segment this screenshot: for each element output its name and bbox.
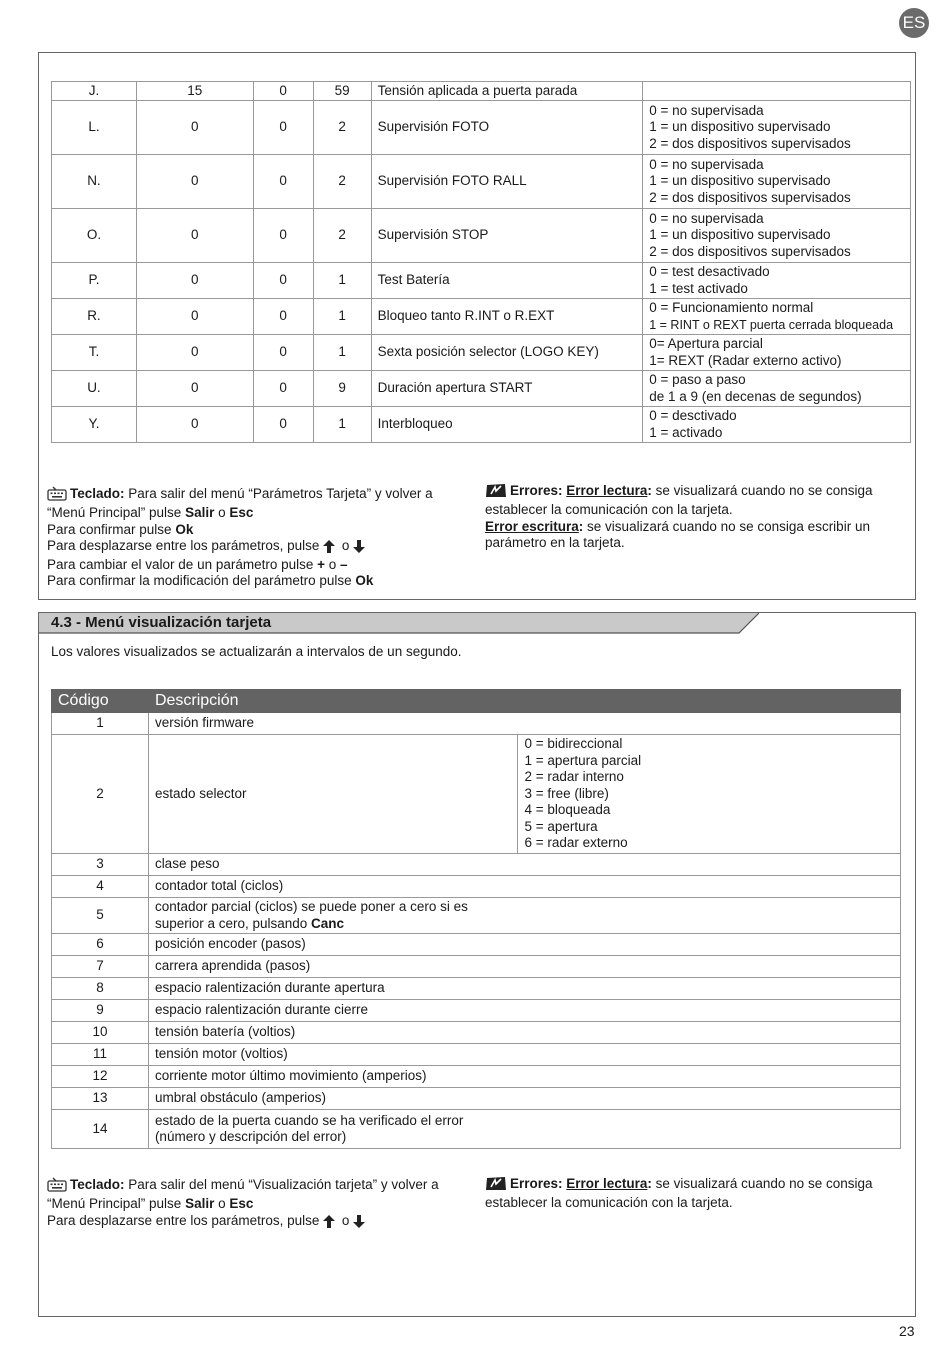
keyboard-icon bbox=[47, 1176, 67, 1196]
description-cell bbox=[148, 898, 900, 934]
note-text: parámetro en la tarjeta. bbox=[485, 534, 625, 550]
param-value-line: 1 = test activado bbox=[649, 280, 748, 296]
code-cell: 10 bbox=[52, 1022, 149, 1044]
param-max: 1 bbox=[313, 407, 371, 443]
description-text: superior a cero, pulsando bbox=[154, 915, 312, 931]
note-text: Para cambiar el valor de un parámetro pulse bbox=[47, 557, 318, 573]
description-cell: corriente motor último movimiento (amperios) bbox=[148, 1066, 900, 1088]
param-max: 2 bbox=[313, 101, 371, 155]
param-min: 0 bbox=[253, 299, 313, 335]
param-min: 0 bbox=[253, 335, 313, 371]
note-text: o bbox=[338, 537, 354, 553]
code-row bbox=[52, 1000, 901, 1022]
param-code: T. bbox=[52, 335, 137, 371]
param-min: 0 bbox=[253, 82, 313, 101]
note-text: Para confirmar pulse bbox=[47, 521, 176, 537]
param-max: 2 bbox=[313, 209, 371, 263]
code-row bbox=[52, 1066, 901, 1088]
param-value-line: 2 = dos dispositivos supervisados bbox=[649, 189, 851, 205]
description-cell: umbral obstáculo (amperios) bbox=[148, 1088, 900, 1110]
code-cell: 5 bbox=[52, 898, 149, 934]
param-row bbox=[52, 299, 911, 335]
param-code: Y. bbox=[52, 407, 137, 443]
param-name: Supervisión FOTO bbox=[371, 101, 643, 155]
note-text: establecer la comunicación con la tarjeta. bbox=[485, 502, 733, 518]
param-row bbox=[52, 335, 911, 371]
param-values bbox=[643, 263, 911, 299]
param-default: 0 bbox=[136, 299, 253, 335]
code-row bbox=[52, 934, 901, 956]
param-min: 0 bbox=[253, 209, 313, 263]
note-text: “Menú Principal” pulse bbox=[47, 505, 186, 521]
errors-label: Errores: bbox=[510, 483, 563, 498]
arrow-up-icon bbox=[323, 1215, 335, 1232]
param-values bbox=[643, 371, 911, 407]
param-value-line: 1 = un dispositivo supervisado bbox=[649, 227, 831, 243]
param-code: R. bbox=[52, 299, 137, 335]
param-max: 1 bbox=[313, 335, 371, 371]
param-value-line: 0 = Funcionamiento normal bbox=[649, 300, 814, 315]
header-code: Código bbox=[52, 690, 149, 713]
param-value-line: 1 = un dispositivo supervisado bbox=[649, 119, 831, 135]
note-text: o bbox=[338, 1212, 354, 1228]
code-cell: 3 bbox=[52, 854, 149, 876]
param-default: 0 bbox=[136, 407, 253, 443]
param-name: Sexta posición selector (LOGO KEY) bbox=[371, 335, 643, 371]
param-values bbox=[643, 101, 911, 155]
code-row bbox=[52, 978, 901, 1000]
code-cell: 14 bbox=[52, 1110, 149, 1149]
code-cell: 13 bbox=[52, 1088, 149, 1110]
selector-value-line: 3 = free (libre) bbox=[524, 785, 609, 801]
param-value-line: 0 = test desactivado bbox=[649, 264, 770, 279]
page-number: 23 bbox=[899, 1323, 915, 1339]
param-max: 1 bbox=[313, 299, 371, 335]
code-row bbox=[52, 898, 901, 934]
description-line bbox=[155, 916, 894, 933]
error-icon bbox=[485, 483, 507, 502]
errors-note: Errores: Error lectura: se visualizará cuando no se consiga establecer la comunicación con la tarjeta. bbox=[485, 1176, 905, 1212]
note-text: se visualizará cuando no se consiga bbox=[651, 1176, 873, 1191]
note-text: se visualizará cuando no se consiga bbox=[651, 483, 873, 498]
param-name: Bloqueo tanto R.INT o R.EXT bbox=[371, 299, 643, 335]
note-text: Para salir del menú “Parámetros Tarjeta” y volver a bbox=[124, 486, 433, 501]
param-value-line: 0 = no supervisada bbox=[649, 210, 764, 226]
param-row bbox=[52, 263, 911, 299]
param-code: P. bbox=[52, 263, 137, 299]
description-cell: espacio ralentización durante cierre bbox=[148, 1000, 900, 1022]
note-text: o bbox=[214, 505, 230, 521]
note-text: Para desplazarse entre los parámetros, pulse bbox=[47, 537, 324, 553]
description-cell bbox=[148, 1110, 900, 1149]
param-default: 0 bbox=[136, 155, 253, 209]
selector-value-line: 5 = apertura bbox=[524, 818, 598, 834]
param-value-line: 1= REXT (Radar externo activo) bbox=[649, 352, 842, 368]
param-row bbox=[52, 209, 911, 263]
param-min: 0 bbox=[253, 371, 313, 407]
code-cell: 6 bbox=[52, 934, 149, 956]
description-cell: contador total (ciclos) bbox=[148, 876, 900, 898]
code-row bbox=[52, 1044, 901, 1066]
note-text: Para confirmar la modificación del parámetro pulse bbox=[47, 573, 356, 589]
keyboard-label: Teclado: bbox=[70, 486, 125, 501]
param-default: 15 bbox=[136, 82, 253, 101]
description-cell: espacio ralentización durante apertura bbox=[148, 978, 900, 1000]
param-row bbox=[52, 82, 911, 101]
code-row bbox=[52, 876, 901, 898]
selector-value-line: 2 = radar interno bbox=[524, 769, 624, 785]
errors-note: Errores: Error lectura: se visualizará cuando no se consiga establecer la comunicación con la tarjeta. Error escritura: se visualizará cuando no se consiga escribir un parámetro en la tarjeta. bbox=[485, 483, 905, 551]
param-max: 59 bbox=[313, 82, 371, 101]
code-cell: 4 bbox=[52, 876, 149, 898]
param-min: 0 bbox=[253, 263, 313, 299]
param-default: 0 bbox=[136, 209, 253, 263]
header-description: Descripción bbox=[148, 690, 900, 713]
code-row bbox=[52, 1110, 901, 1149]
param-name: Interbloqueo bbox=[371, 407, 643, 443]
param-code: N. bbox=[52, 155, 137, 209]
parameters-panel bbox=[38, 52, 916, 600]
param-value-line: 0 = no supervisada bbox=[649, 156, 764, 172]
selector-value-line: 0 = bidireccional bbox=[524, 736, 623, 752]
param-values bbox=[643, 209, 911, 263]
note-text: Para salir del menú “Visualización tarjeta” y volver a bbox=[124, 1177, 439, 1192]
display-menu-panel bbox=[38, 612, 916, 1317]
description-cell: tensión batería (voltios) bbox=[148, 1022, 900, 1044]
param-default: 0 bbox=[136, 263, 253, 299]
param-default: 0 bbox=[136, 101, 253, 155]
param-values bbox=[643, 155, 911, 209]
selector-value-line: 1 = apertura parcial bbox=[524, 752, 642, 768]
code-cell: 9 bbox=[52, 1000, 149, 1022]
code-cell: 8 bbox=[52, 978, 149, 1000]
code-row bbox=[52, 735, 901, 854]
param-value-line: 0 = paso a paso bbox=[649, 372, 746, 387]
param-code: U. bbox=[52, 371, 137, 407]
code-cell: 7 bbox=[52, 956, 149, 978]
description-line: estado de la puerta cuando se ha verificado el error bbox=[154, 1112, 464, 1128]
param-value-line: 0 = no supervisada bbox=[649, 102, 764, 118]
param-default: 0 bbox=[136, 335, 253, 371]
param-value-line: 2 = dos dispositivos supervisados bbox=[649, 243, 851, 259]
arrow-down-icon bbox=[353, 1215, 365, 1232]
param-name: Supervisión STOP bbox=[371, 209, 643, 263]
code-row bbox=[52, 956, 901, 978]
ok-key: Ok bbox=[355, 573, 374, 589]
param-value-line: 2 = dos dispositivos supervisados bbox=[649, 135, 851, 151]
keyboard-note bbox=[47, 1176, 477, 1232]
param-max: 9 bbox=[313, 371, 371, 407]
param-values bbox=[643, 299, 911, 335]
param-row bbox=[52, 155, 911, 209]
param-value-line: 1 = RINT o REXT puerta cerrada bloqueada bbox=[649, 317, 894, 332]
language-badge: ES bbox=[899, 8, 929, 38]
ok-key: Ok bbox=[175, 521, 194, 537]
selector-value-line: 6 = radar externo bbox=[524, 835, 628, 851]
description-cell: posición encoder (pasos) bbox=[148, 934, 900, 956]
param-value-line: 0 = desctivado bbox=[649, 408, 737, 423]
param-min: 0 bbox=[253, 155, 313, 209]
note-text: o bbox=[325, 557, 341, 573]
code-cell: 11 bbox=[52, 1044, 149, 1066]
param-name: Supervisión FOTO RALL bbox=[371, 155, 643, 209]
param-value-line: 0= Apertura parcial bbox=[649, 336, 763, 351]
note-text: Para desplazarse entre los parámetros, pulse bbox=[47, 1212, 324, 1228]
param-name: Tensión aplicada a puerta parada bbox=[371, 82, 643, 101]
description-cell: carrera aprendida (pasos) bbox=[148, 956, 900, 978]
param-value-line: 1 = activado bbox=[649, 424, 723, 440]
note-text: “Menú Principal” pulse bbox=[47, 1196, 186, 1212]
note-text: se visualizará cuando no se consiga escribir un bbox=[583, 518, 870, 534]
salir-key: Salir bbox=[185, 505, 215, 521]
plus-key: + bbox=[317, 557, 326, 573]
note-text: o bbox=[214, 1196, 230, 1212]
error-read-label: Error lectura bbox=[566, 1176, 648, 1191]
selector-value-line: 4 = bloqueada bbox=[524, 802, 611, 818]
param-value-line: 1 = un dispositivo supervisado bbox=[649, 173, 831, 189]
esc-key: Esc bbox=[229, 505, 254, 521]
description-line: contador parcial (ciclos) se puede poner a cero si es bbox=[154, 899, 468, 914]
param-default: 0 bbox=[136, 371, 253, 407]
code-row bbox=[52, 1022, 901, 1044]
description-cell: estado selector bbox=[148, 735, 518, 854]
error-read-label: Error lectura bbox=[566, 483, 648, 498]
param-min: 0 bbox=[253, 407, 313, 443]
code-row bbox=[52, 713, 901, 735]
keyboard-note bbox=[47, 485, 467, 590]
param-row bbox=[52, 407, 911, 443]
esc-key: Esc bbox=[229, 1196, 254, 1212]
code-cell: 2 bbox=[52, 735, 149, 854]
note-text: establecer la comunicación con la tarjeta. bbox=[485, 1195, 733, 1211]
keyboard-label: Teclado: bbox=[70, 1177, 125, 1192]
param-code: O. bbox=[52, 209, 137, 263]
keyboard-icon bbox=[47, 485, 67, 505]
param-max: 1 bbox=[313, 263, 371, 299]
description-cell: tensión motor (voltios) bbox=[148, 1044, 900, 1066]
section-title: 4.3 - Menú visualización tarjeta bbox=[51, 614, 272, 631]
param-code: L. bbox=[52, 101, 137, 155]
minus-key: – bbox=[340, 557, 348, 573]
codes-table bbox=[51, 689, 901, 1149]
arrow-up-icon bbox=[323, 540, 335, 557]
code-cell: 12 bbox=[52, 1066, 149, 1088]
param-row bbox=[52, 101, 911, 155]
description-cell: versión firmware bbox=[148, 713, 900, 735]
code-row bbox=[52, 854, 901, 876]
code-row bbox=[52, 1088, 901, 1110]
param-values bbox=[643, 407, 911, 443]
salir-key: Salir bbox=[185, 1196, 215, 1212]
param-row bbox=[52, 371, 911, 407]
error-icon bbox=[485, 1176, 507, 1195]
param-values bbox=[643, 82, 911, 101]
code-cell: 1 bbox=[52, 713, 149, 735]
error-write-label: Error escritura bbox=[485, 518, 579, 534]
parameters-table bbox=[51, 81, 911, 443]
description-cell: clase peso bbox=[148, 854, 900, 876]
selector-values-cell bbox=[518, 735, 901, 854]
param-value-line: de 1 a 9 (en decenas de segundos) bbox=[649, 388, 862, 404]
arrow-down-icon bbox=[353, 540, 365, 557]
param-name: Duración apertura START bbox=[371, 371, 643, 407]
section-intro: Los valores visualizados se actualizarán a intervalos de un segundo. bbox=[51, 644, 462, 659]
param-min: 0 bbox=[253, 101, 313, 155]
errors-label: Errores: bbox=[510, 1176, 563, 1191]
param-name: Test Batería bbox=[371, 263, 643, 299]
canc-key: Canc bbox=[311, 915, 345, 931]
param-values bbox=[643, 335, 911, 371]
description-line: (número y descripción del error) bbox=[154, 1129, 347, 1144]
param-code: J. bbox=[52, 82, 137, 101]
param-max: 2 bbox=[313, 155, 371, 209]
